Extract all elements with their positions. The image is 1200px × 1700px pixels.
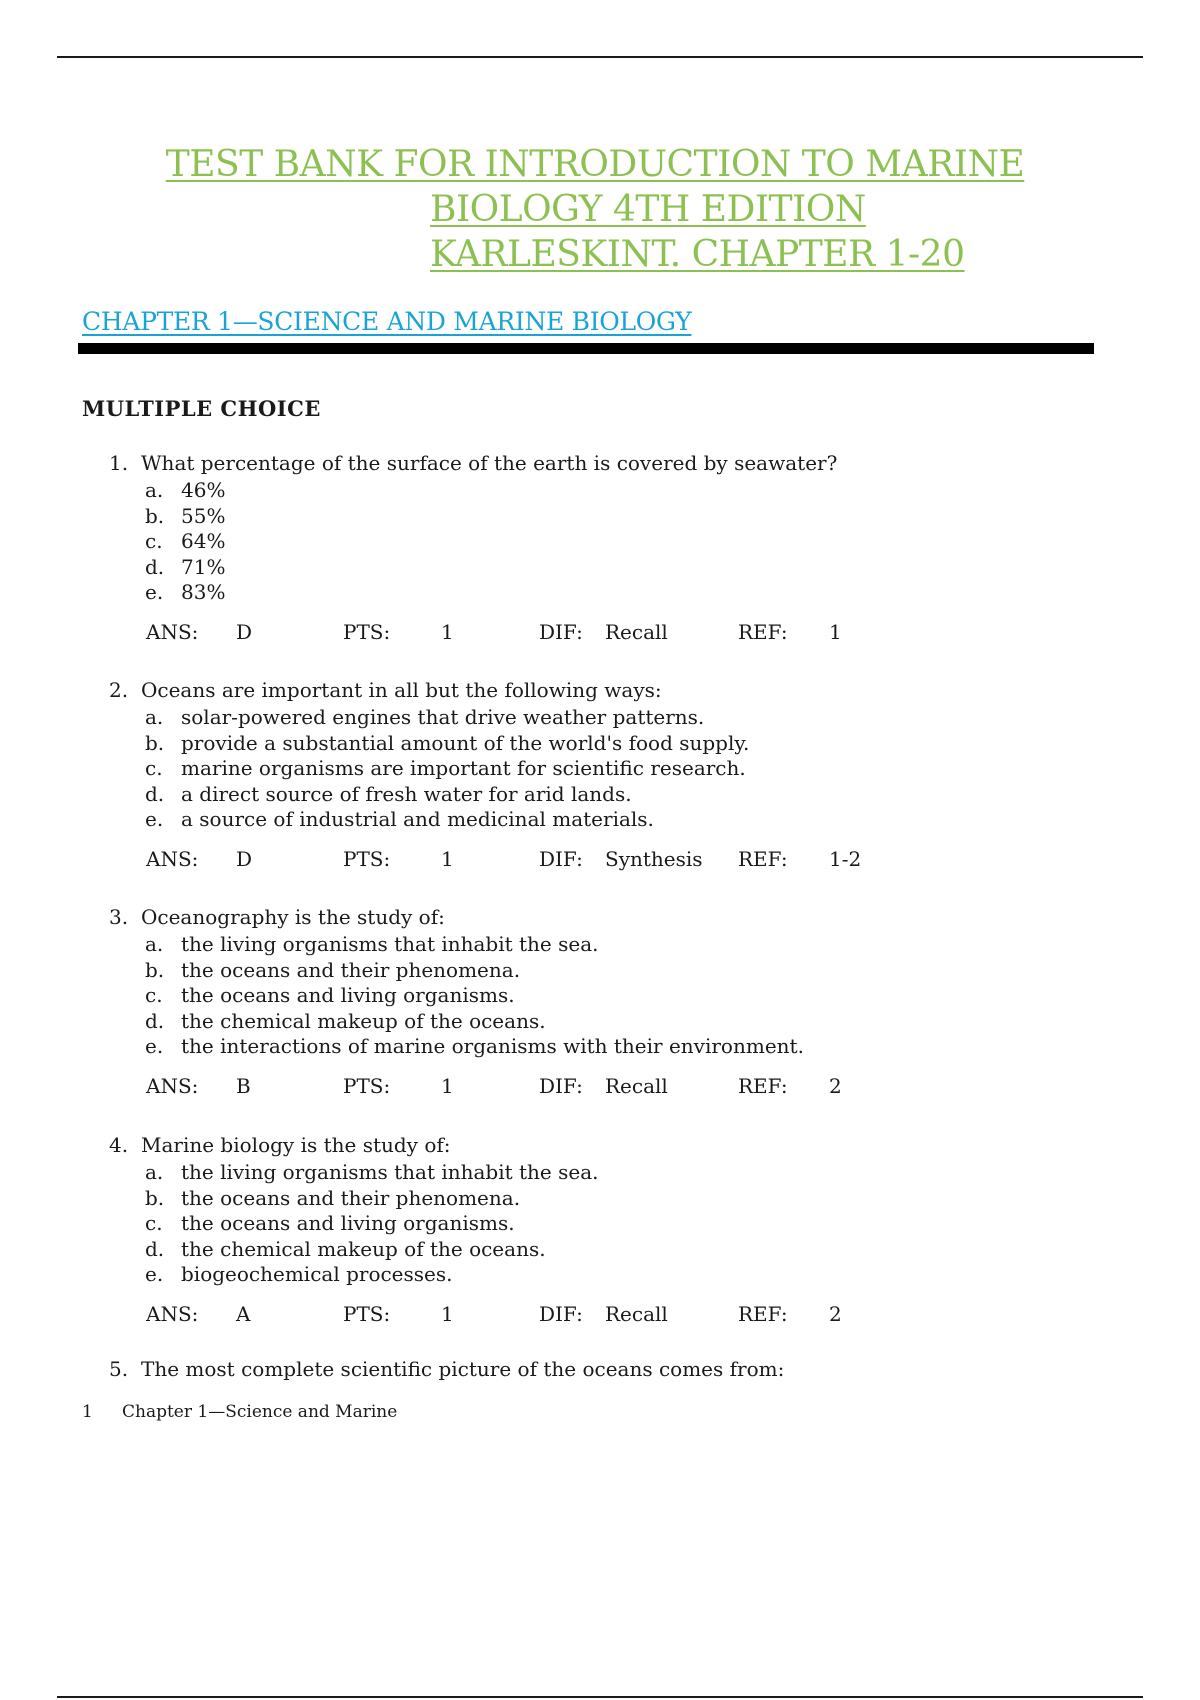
- bottom-rule: [57, 1696, 1143, 1698]
- choice-item: [145, 1009, 1109, 1035]
- dif-label: DIF:: [539, 846, 583, 871]
- question-1: [109, 450, 1109, 648]
- choice-item: [145, 731, 1109, 757]
- choice-text: the living organisms that inhabit the sea.: [181, 1160, 599, 1184]
- choice-letter: b.: [145, 957, 165, 982]
- answer-meta: [109, 620, 1109, 648]
- footer-text: Chapter 1—Science and Marine: [122, 1402, 398, 1422]
- pts-label: PTS:: [343, 619, 391, 644]
- question-4: [109, 1132, 1109, 1330]
- choice-item: [145, 1186, 1109, 1212]
- ans-value: D: [236, 846, 253, 871]
- dif-label: DIF:: [539, 619, 583, 644]
- choice-item: [145, 1034, 1109, 1060]
- choice-item: [145, 932, 1109, 958]
- question-number: 4.: [109, 1133, 129, 1157]
- choice-letter: a.: [145, 932, 164, 956]
- choice-text: 55%: [181, 503, 226, 528]
- answer-meta: [109, 1302, 1109, 1330]
- document-title: [120, 142, 1070, 277]
- choice-item: [145, 478, 1109, 504]
- choice-letter: b.: [145, 730, 165, 755]
- choice-item: [145, 529, 1109, 555]
- question-stem: [109, 904, 1109, 930]
- question-text: Oceanography is the study of:: [141, 905, 445, 929]
- choice-letter: d.: [145, 1236, 165, 1261]
- choice-letter: e.: [145, 807, 164, 831]
- choice-item: [145, 983, 1109, 1009]
- dif-value: Recall: [605, 1301, 668, 1326]
- question-text: Oceans are important in all but the following ways:: [141, 678, 662, 702]
- pts-label: PTS:: [343, 1301, 391, 1326]
- ans-label: ANS:: [146, 846, 199, 871]
- choice-letter: e.: [145, 1262, 164, 1286]
- choice-letter: c.: [145, 1211, 163, 1235]
- chapter-heading: CHAPTER 1—SCIENCE AND MARINE BIOLOGY: [82, 307, 692, 336]
- ans-value: D: [236, 619, 253, 644]
- pts-value: 1: [441, 619, 454, 644]
- choice-text: the interactions of marine organisms with their environment.: [181, 1034, 804, 1058]
- question-stem: [109, 1356, 1109, 1382]
- choice-item: [145, 1211, 1109, 1237]
- choice-text: solar-powered engines that drive weather patterns.: [181, 705, 705, 729]
- question-number: 5.: [109, 1357, 129, 1381]
- choice-text: the oceans and living organisms.: [181, 983, 515, 1007]
- choice-text: the oceans and their phenomena.: [181, 957, 521, 982]
- title-line-2: BIOLOGY 4TH EDITION: [430, 189, 866, 230]
- choice-letter: a.: [145, 478, 164, 502]
- question-5: [109, 1356, 1109, 1382]
- question-number: 2.: [109, 678, 129, 702]
- choice-item: [145, 756, 1109, 782]
- choice-text: provide a substantial amount of the world's food supply.: [181, 730, 750, 755]
- pts-label: PTS:: [343, 846, 391, 871]
- page-footer: [82, 1402, 397, 1422]
- choice-letter: e.: [145, 580, 164, 604]
- ref-label: REF:: [738, 1073, 788, 1098]
- choice-text: a direct source of fresh water for arid lands.: [181, 781, 632, 806]
- choice-list: [145, 1160, 1109, 1288]
- choice-letter: b.: [145, 1185, 165, 1210]
- choice-text: a source of industrial and medicinal materials.: [181, 807, 654, 831]
- pts-value: 1: [441, 846, 454, 871]
- choice-item: [145, 1160, 1109, 1186]
- ref-label: REF:: [738, 846, 788, 871]
- choice-text: 64%: [181, 529, 226, 553]
- choice-letter: a.: [145, 1160, 164, 1184]
- choice-letter: c.: [145, 983, 163, 1007]
- question-text: Marine biology is the study of:: [141, 1133, 451, 1157]
- question-number: 1.: [109, 451, 129, 475]
- choice-item: [145, 504, 1109, 530]
- choice-item: [145, 580, 1109, 606]
- ref-value: 1: [829, 619, 842, 644]
- choice-letter: c.: [145, 756, 163, 780]
- question-stem: [109, 677, 1109, 703]
- choice-item: [145, 1262, 1109, 1288]
- question-text: What percentage of the surface of the earth is covered by seawater?: [141, 451, 838, 475]
- choice-item: [145, 705, 1109, 731]
- choice-text: the chemical makeup of the oceans.: [181, 1236, 546, 1261]
- ans-label: ANS:: [146, 1073, 199, 1098]
- question-3: [109, 904, 1109, 1102]
- choice-item: [145, 555, 1109, 581]
- choice-text: the oceans and living organisms.: [181, 1211, 515, 1235]
- question-stem: [109, 1132, 1109, 1158]
- choice-list: [145, 705, 1109, 833]
- page-number: 1: [82, 1402, 93, 1422]
- dif-value: Synthesis: [605, 846, 703, 871]
- title-line-1: TEST BANK FOR INTRODUCTION TO MARINE: [165, 144, 1025, 185]
- answer-meta: [109, 1074, 1109, 1102]
- ans-label: ANS:: [146, 1301, 199, 1326]
- ref-value: 2: [829, 1301, 842, 1326]
- dif-value: Recall: [605, 1073, 668, 1098]
- ref-value: 1-2: [829, 846, 862, 871]
- choice-letter: a.: [145, 705, 164, 729]
- choice-text: 83%: [181, 580, 226, 604]
- question-text: The most complete scientific picture of the oceans comes from:: [141, 1357, 785, 1381]
- title-line-3: KARLESKINT. CHAPTER 1-20: [430, 234, 965, 275]
- choice-letter: d.: [145, 1008, 165, 1033]
- choice-item: [145, 807, 1109, 833]
- choice-text: the oceans and their phenomena.: [181, 1185, 521, 1210]
- ref-label: REF:: [738, 1301, 788, 1326]
- dif-label: DIF:: [539, 1301, 583, 1326]
- dif-label: DIF:: [539, 1073, 583, 1098]
- question-2: [109, 677, 1109, 875]
- choice-text: 46%: [181, 478, 226, 502]
- choice-text: the chemical makeup of the oceans.: [181, 1008, 546, 1033]
- choice-item: [145, 958, 1109, 984]
- ans-label: ANS:: [146, 619, 199, 644]
- answer-meta: [109, 847, 1109, 875]
- choice-list: [145, 932, 1109, 1060]
- section-label: MULTIPLE CHOICE: [82, 396, 321, 421]
- question-stem: [109, 450, 1109, 476]
- choice-text: the living organisms that inhabit the sea.: [181, 932, 599, 956]
- pts-label: PTS:: [343, 1073, 391, 1098]
- pts-value: 1: [441, 1301, 454, 1326]
- ans-value: A: [236, 1301, 251, 1326]
- ref-label: REF:: [738, 619, 788, 644]
- choice-letter: d.: [145, 554, 165, 579]
- choice-letter: b.: [145, 503, 165, 528]
- choice-list: [145, 478, 1109, 606]
- pts-value: 1: [441, 1073, 454, 1098]
- chapter-divider-bar: [78, 343, 1094, 354]
- ans-value: B: [236, 1073, 251, 1098]
- choice-letter: e.: [145, 1034, 164, 1058]
- top-rule: [57, 56, 1143, 58]
- choice-item: [145, 782, 1109, 808]
- choice-letter: c.: [145, 529, 163, 553]
- choice-text: biogeochemical processes.: [181, 1262, 453, 1286]
- dif-value: Recall: [605, 619, 668, 644]
- choice-text: 71%: [181, 554, 226, 579]
- choice-letter: d.: [145, 781, 165, 806]
- choice-item: [145, 1237, 1109, 1263]
- choice-text: marine organisms are important for scientific research.: [181, 756, 746, 780]
- ref-value: 2: [829, 1073, 842, 1098]
- question-number: 3.: [109, 905, 129, 929]
